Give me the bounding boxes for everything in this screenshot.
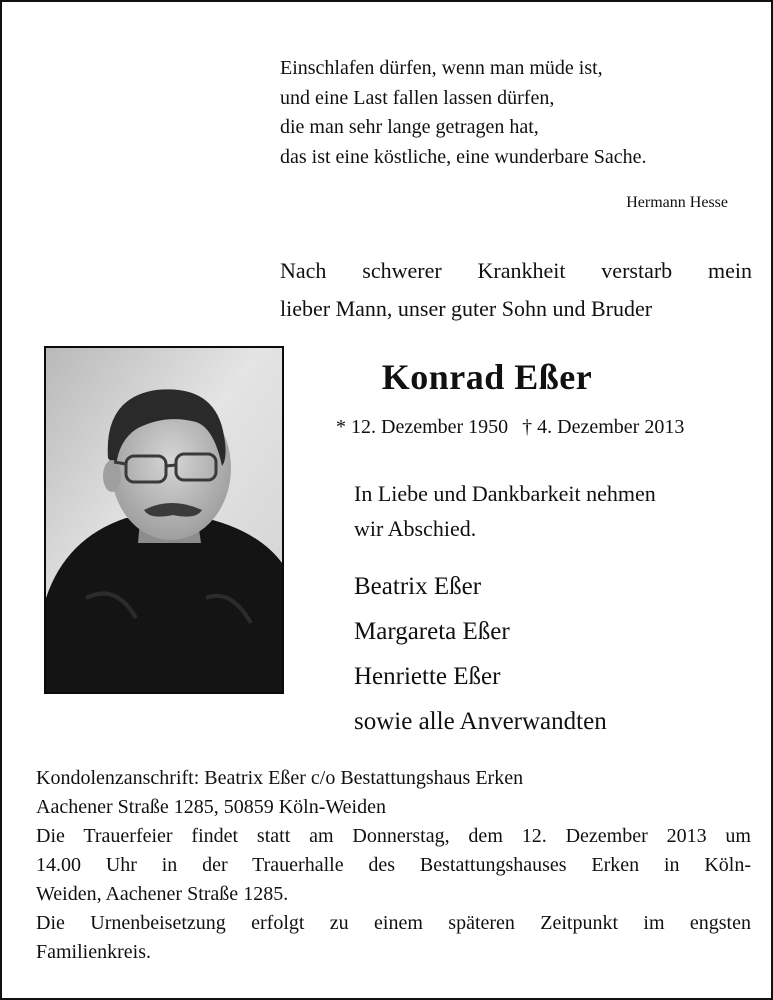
mourner-name: Margareta Eßer	[354, 618, 510, 645]
portrait-photo	[44, 346, 284, 694]
mourner-name: Beatrix Eßer	[354, 573, 482, 600]
burial-info-line: Familienkreis.	[36, 941, 151, 963]
mourner-name: sowie alle Anverwandten	[354, 708, 607, 735]
poem-line: die man sehr lange getragen hat,	[280, 116, 539, 138]
poem	[280, 54, 730, 172]
death-date: † 4. Dezember 2013	[522, 416, 685, 438]
condolence-address-line: Aachener Straße 1285, 50859 Köln-Weiden	[36, 796, 386, 818]
funeral-info-line: 14.00 Uhr in der Trauerhalle des Bestattungshauses Erken in Köln-	[36, 854, 751, 876]
poem-line: Einschlafen dürfen, wenn man müde ist,	[280, 57, 603, 79]
birth-date: * 12. Dezember 1950	[336, 416, 509, 438]
farewell-line: In Liebe und Dankbarkeit nehmen	[354, 481, 656, 506]
intro-line: Nach schwerer Krankheit verstarb mein	[280, 258, 752, 283]
farewell-line: wir Abschied.	[354, 516, 477, 541]
funeral-info-line: Weiden, Aachener Straße 1285.	[36, 883, 289, 905]
mourner-name: Henriette Eßer	[354, 663, 501, 690]
poem-line: das ist eine köstliche, eine wunderbare Sache.	[280, 145, 647, 168]
intro-text	[280, 252, 752, 328]
burial-info-line: Die Urnenbeisetzung erfolgt zu einem späteren Zeitpunkt im engsten	[36, 912, 751, 934]
life-dates	[336, 416, 756, 439]
deceased-name: Konrad Eßer	[381, 357, 593, 397]
poem-author: Hermann Hesse	[626, 194, 728, 211]
farewell-text	[354, 476, 754, 546]
portrait-image	[46, 348, 282, 692]
service-info	[36, 764, 751, 967]
funeral-info-line: Die Trauerfeier findet statt am Donnerstag, dem 12. Dezember 2013 um	[36, 825, 751, 847]
intro-line: lieber Mann, unser guter Sohn und Bruder	[280, 296, 653, 321]
condolence-address-line: Kondolenzanschrift: Beatrix Eßer c/o Bestattungshaus Erken	[36, 767, 524, 789]
mourners-list	[354, 564, 754, 744]
poem-line: und eine Last fallen lassen dürfen,	[280, 86, 555, 109]
